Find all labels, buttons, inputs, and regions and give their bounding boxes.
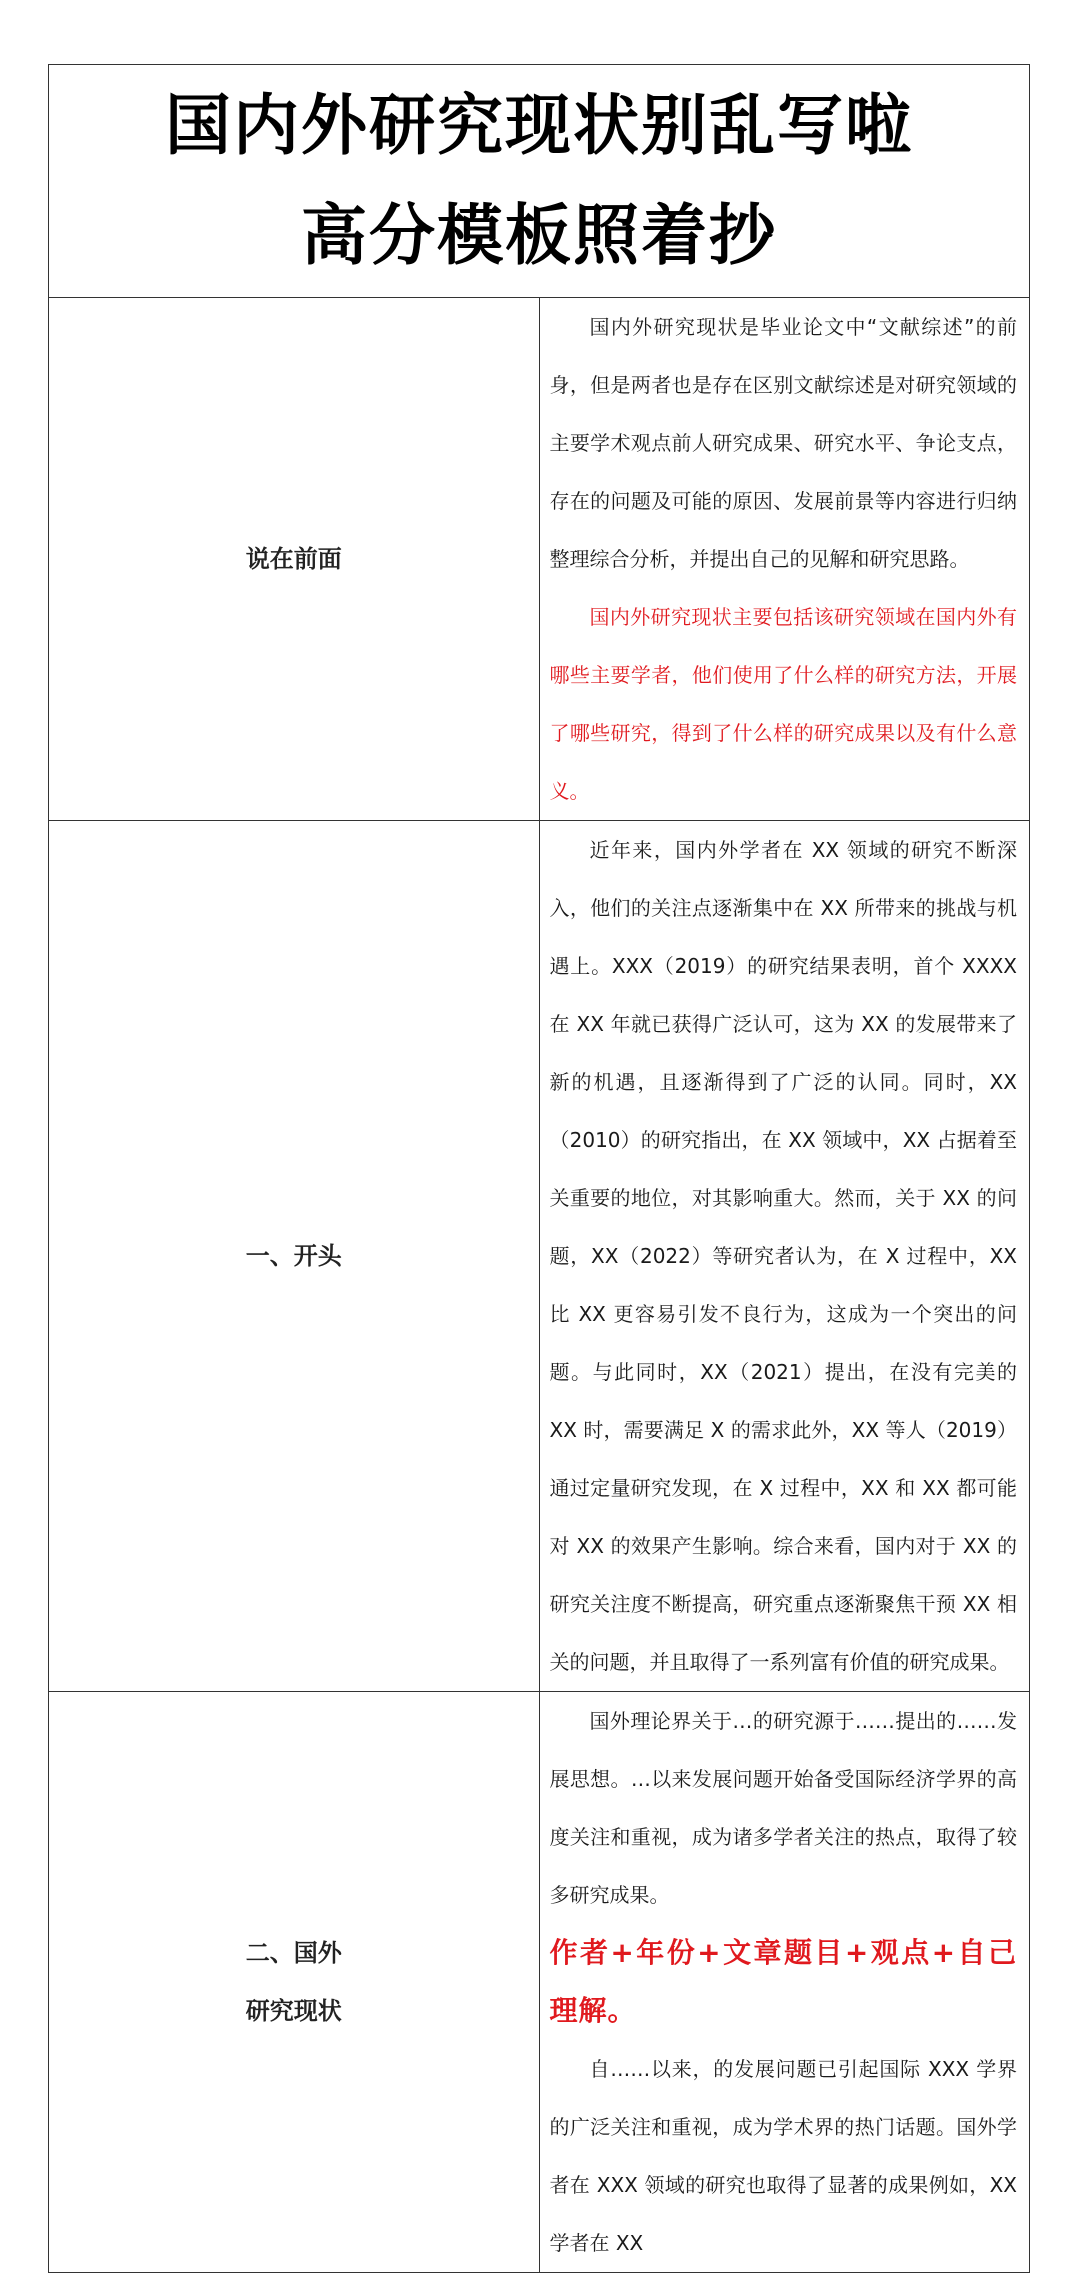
intro-highlight-paragraph: 国内外研究现状主要包括该研究领域在国内外有哪些主要学者，他们使用了什么样的研究方法，开展了哪些研究，得到了什么样的研究成果以及有什么意义。 xyxy=(549,605,1017,803)
foreign-content xyxy=(539,1692,1030,2273)
foreign-row xyxy=(49,1692,1030,2273)
document-table xyxy=(48,64,1030,2273)
opening-paragraph: 近年来，国内外学者在 XX 领域的研究不断深入，他们的关注点逐渐集中在 XX 所带来的挑战与机遇上。XXX（2019）的研究结果表明，首个 XXXX 在 XX 年就已获得广泛认可，这为 XX 的发展带来了新的机遇，且逐渐得到了广泛的认同。同时，XX（2010）的研究指出，在 XX 领域中，XX 占据着至关重要的地位，对其影响重大。然而，关于 XX 的问题，XX（2022）等研究者认为，在 X 过程中，XX 比 XX 更容易引发不良行为，这成为一个突出的问题。与此同时，XX（2021）提出，在没有完美的 XX 时，需要满足 X 的需求此外，XX 等人（2019）通过定量研究发现，在 X 过程中，XX 和 XX 都可能对 XX 的效果产生影响。综合来看，国内对于 XX 的研究关注度不断提高，研究重点逐渐聚焦干预 XX 相关的问题，并且取得了一系列富有价值的研究成果。 xyxy=(549,838,1017,1674)
title-cell xyxy=(49,65,1030,298)
intro-content xyxy=(539,298,1030,821)
intro-paragraph: 国内外研究现状是毕业论文中“文献综述”的前身，但是两者也是存在区别文献综述是对研究领域的主要学术观点前人研究成果、研究水平、争论支点，存在的问题及可能的原因、发展前景等内容进行归纳整理综合分析，并提出自己的见解和研究思路。 xyxy=(549,315,1017,571)
intro-label: 说在前面 xyxy=(49,298,540,821)
opening-label: 一、开头 xyxy=(49,821,540,1692)
foreign-label xyxy=(49,1692,540,2273)
foreign-formula: 作者+年份+文章题目+观点+自己理解。 xyxy=(549,1936,1017,2027)
opening-content xyxy=(539,821,1030,1692)
title-line-2: 高分模板照着抄 xyxy=(301,197,777,274)
title-line-1: 国内外研究现状别乱写啦 xyxy=(165,87,913,164)
title-row xyxy=(49,65,1030,298)
foreign-label-text: 二、国外研究现状 xyxy=(245,1939,342,2025)
intro-row xyxy=(49,298,1030,821)
foreign-paragraph-1: 国外理论界关于…的研究源于……提出的……发展思想。…以来发展问题开始备受国际经济学界的高度关注和重视，成为诸多学者关注的热点，取得了较多研究成果。 xyxy=(549,1709,1017,1907)
foreign-paragraph-2: 自……以来，的发展问题已引起国际 XXX 学界的广泛关注和重视，成为学术界的热门话题。国外学者在 XXX 领域的研究也取得了显著的成果例如，XX 学者在 XX xyxy=(549,2057,1017,2255)
opening-row xyxy=(49,821,1030,1692)
